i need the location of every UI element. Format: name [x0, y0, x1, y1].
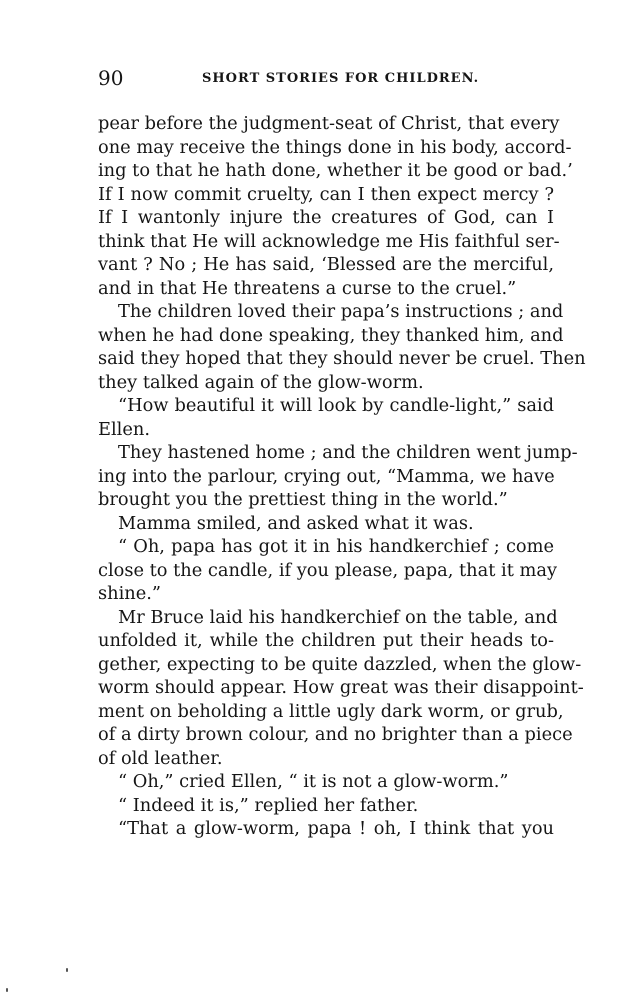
text-line: “ Indeed it is,” replied her father.: [118, 794, 419, 816]
text-line: of a dirty brown colour, and no brighter than a piece: [98, 724, 573, 745]
text-line: and in that He threatens a curse to the cruel.”: [98, 277, 517, 299]
text-line: ing into the parlour, crying out, “Mamma, we have: [98, 465, 555, 487]
print-speck: [6, 988, 8, 992]
text-line: brought you the prettiest thing in the world.”: [98, 489, 508, 510]
text-line: “That a glow-worm, papa ! oh, I think that you: [118, 818, 554, 839]
text-line: “ Oh,” cried Ellen, “ it is not a glow-worm.”: [118, 771, 509, 792]
text-line: vant ? No ; He has said, ‘Blessed are the merciful,: [98, 254, 554, 275]
text-line: The children loved their papa’s instructions ; and: [118, 301, 564, 322]
text-line: gether, expecting to be quite dazzled, when the glow-: [98, 653, 582, 675]
text-line: ment on beholding a little ugly dark worm, or grub,: [98, 700, 564, 722]
body-text: [98, 112, 586, 841]
text-line: when he had done speaking, they thanked him, and: [98, 324, 564, 346]
text-line: pear before the judgment-seat of Christ, that every: [98, 113, 560, 134]
text-line: “ Oh, papa has got it in his handkerchief ; come: [118, 536, 554, 557]
text-line: said they hoped that they should never be cruel. Then: [98, 348, 586, 369]
text-line: shine.”: [98, 583, 161, 604]
text-line: unfolded it, while the children put their heads to-: [98, 630, 554, 651]
text-line: think that He will acknowledge me His faithful ser-: [98, 230, 560, 252]
text-line: If I now commit cruelty, can I then expect mercy ?: [98, 183, 554, 205]
running-head: SHORT STORIES FOR CHILDREN.: [202, 71, 480, 86]
text-line: worm should appear. How great was their disappoint-: [98, 677, 584, 698]
text-line: Ellen.: [98, 418, 150, 440]
page-number: 90: [98, 66, 124, 90]
text-line: of old leather.: [98, 747, 223, 769]
text-line: They hastened home ; and the children went jump-: [118, 442, 578, 463]
print-speck: [66, 968, 68, 972]
text-line: Mamma smiled, and asked what it was.: [118, 512, 474, 534]
text-line: one may receive the things done in his body, accord-: [98, 136, 572, 158]
text-line: Mr Bruce laid his handkerchief on the table, and: [118, 606, 558, 628]
text-line: close to the candle, if you please, papa, that it may: [98, 559, 558, 581]
page-header: [98, 66, 558, 90]
text-line: they talked again of the glow-worm.: [98, 371, 424, 393]
text-line: ing to that he hath done, whether it be good or bad.’: [98, 160, 573, 181]
text-line: If I wantonly injure the creatures of God, can I: [98, 207, 554, 228]
text-line: “How beautiful it will look by candle-light,” said: [118, 395, 554, 416]
